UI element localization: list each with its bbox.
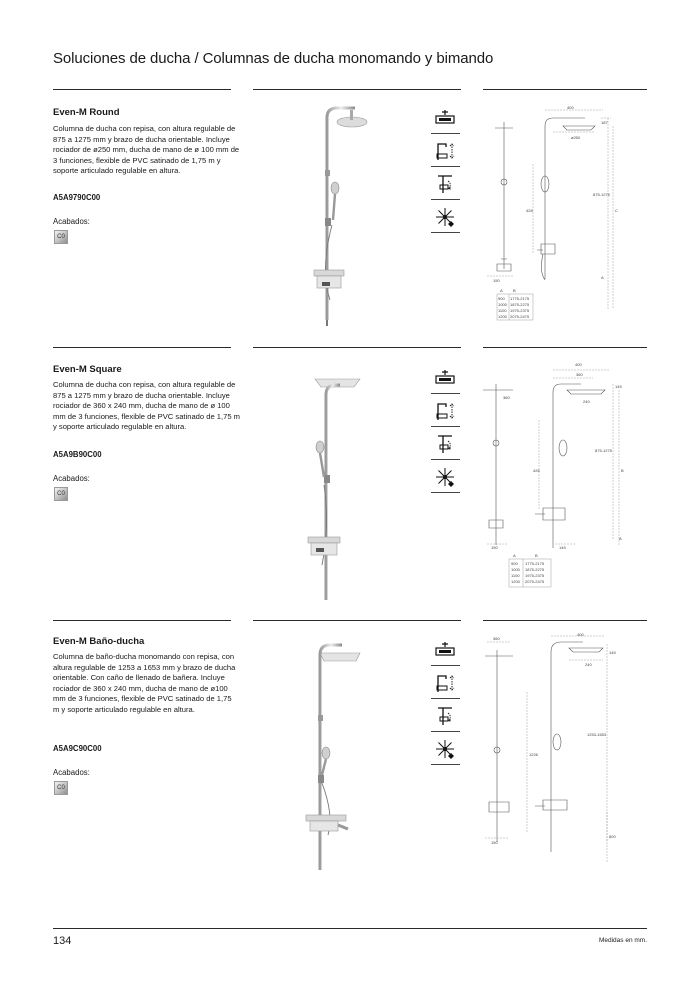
svg-text:400: 400 xyxy=(567,105,574,110)
product-photo xyxy=(300,635,380,875)
svg-text:426: 426 xyxy=(526,208,533,213)
svg-text:150: 150 xyxy=(491,840,498,845)
shelf-thermostat-icon xyxy=(431,104,460,134)
svg-text:A: A xyxy=(619,536,622,541)
section-rule xyxy=(253,89,461,90)
svg-text:B: B xyxy=(513,288,516,293)
svg-text:875-1275: 875-1275 xyxy=(593,192,610,197)
svg-text:400: 400 xyxy=(577,632,584,637)
section-rule xyxy=(253,347,461,348)
section-rule xyxy=(53,347,231,348)
svg-text:240: 240 xyxy=(585,662,592,667)
svg-text:1775-2175: 1775-2175 xyxy=(525,561,545,566)
svg-text:1975-2375: 1975-2375 xyxy=(510,308,530,313)
section-rule xyxy=(483,347,647,348)
product-description: Columna de ducha con repisa, con altura regulable de 875 a 1275 mm y brazo de ducha orientable. Incluye rociador de ø250 mm, ducha de mano de ø 100 mm de 3 funciones, flexible de PVC satinado de 1,75 m y soporte articulado regulable en altura. xyxy=(53,124,240,176)
svg-text:360: 360 xyxy=(493,636,500,641)
svg-text:875-1275: 875-1275 xyxy=(595,448,612,453)
svg-text:145: 145 xyxy=(559,545,566,550)
svg-text:900: 900 xyxy=(498,296,505,301)
swivel-arm-icon xyxy=(431,170,460,200)
svg-text:400: 400 xyxy=(575,362,582,367)
measure-note: Medidas en mm. xyxy=(598,937,647,944)
svg-text:145: 145 xyxy=(615,384,622,389)
svg-text:B: B xyxy=(535,553,538,558)
adjustable-height-icon xyxy=(431,137,460,167)
svg-text:1000: 1000 xyxy=(511,567,520,572)
svg-text:A: A xyxy=(500,288,503,293)
product-name: Even-M Square xyxy=(53,364,122,375)
adjustable-height-icon xyxy=(431,397,460,427)
svg-text:1775-2175: 1775-2175 xyxy=(510,296,530,301)
svg-text:1100: 1100 xyxy=(498,308,507,313)
anti-limescale-icon xyxy=(431,203,460,233)
svg-text:2075-2475: 2075-2475 xyxy=(510,314,530,319)
svg-text:900: 900 xyxy=(511,561,518,566)
svg-text:A: A xyxy=(513,553,516,558)
svg-text:1875-2275: 1875-2275 xyxy=(510,302,530,307)
svg-text:1200: 1200 xyxy=(498,314,507,319)
svg-text:A: A xyxy=(601,275,604,280)
svg-text:2075-2475: 2075-2475 xyxy=(525,579,545,584)
svg-text:1253-1653: 1253-1653 xyxy=(587,732,607,737)
product-code: A5A9B90C00 xyxy=(53,450,102,459)
svg-text:1000: 1000 xyxy=(498,302,507,307)
swivel-arm-icon xyxy=(431,430,460,460)
anti-limescale-icon xyxy=(431,463,460,493)
section-rule xyxy=(253,620,461,621)
finish-swatch-chrome[interactable]: C0 xyxy=(54,781,68,795)
svg-text:1975-2375: 1975-2375 xyxy=(525,573,545,578)
section-rule xyxy=(53,89,231,90)
svg-text:145: 145 xyxy=(609,650,616,655)
svg-text:B: B xyxy=(621,468,624,473)
finishes-label: Acabados: xyxy=(53,217,90,226)
product-photo xyxy=(300,100,380,330)
product-code: A5A9790C00 xyxy=(53,193,101,202)
section-rule xyxy=(53,620,231,621)
svg-text:C: C xyxy=(615,208,618,213)
svg-text:ø250: ø250 xyxy=(571,135,581,140)
svg-text:150: 150 xyxy=(491,545,498,550)
anti-limescale-icon xyxy=(431,735,460,765)
svg-text:360: 360 xyxy=(576,372,583,377)
svg-text:187: 187 xyxy=(601,120,608,125)
product-photo xyxy=(300,365,380,605)
shelf-thermostat-icon xyxy=(431,636,460,666)
product-description: Columna de ducha con repisa, con altura regulable de 875 a 1275 mm y brazo de ducha orientable. Incluye rociador de 360 x 240 mm, ducha de mano de ø 100 mm de 3 funciones, flexible de PVC satinado de 1,75 m y soporte articulado regulable en altura. xyxy=(53,380,240,432)
page-title: Soluciones de ducha / Columnas de ducha monomando y bimando xyxy=(53,50,494,67)
technical-drawing xyxy=(483,632,647,872)
svg-text:1100: 1100 xyxy=(511,573,520,578)
shelf-thermostat-icon xyxy=(431,364,460,394)
swivel-arm-icon xyxy=(431,702,460,732)
finish-swatch-chrome[interactable]: C0 xyxy=(54,487,68,501)
adjustable-height-icon xyxy=(431,669,460,699)
product-code: A5A9C90C00 xyxy=(53,744,102,753)
product-name: Even-M Round xyxy=(53,107,120,118)
page-number: 134 xyxy=(53,935,72,947)
finishes-label: Acabados: xyxy=(53,474,90,483)
technical-drawing xyxy=(483,104,647,324)
product-description: Columna de baño-ducha monomando con repisa, con altura regulable de 1253 a 1653 mm y brazo de ducha orientable. Con caño de llenado de bañera. Incluye rociador de 360 x 240 mm, ducha de mano de ø100 mm de 3 funciones, flexible de PVC satinado de 1,75 m y soporte articulado regulable en altura. xyxy=(53,652,236,714)
svg-text:1226: 1226 xyxy=(529,752,538,757)
finish-swatch-chrome[interactable]: C0 xyxy=(54,230,68,244)
svg-text:426: 426 xyxy=(533,468,540,473)
svg-text:360: 360 xyxy=(503,395,510,400)
finishes-label: Acabados: xyxy=(53,768,90,777)
technical-drawing xyxy=(483,360,647,605)
svg-text:800: 800 xyxy=(609,834,616,839)
section-rule xyxy=(483,620,647,621)
svg-text:240: 240 xyxy=(583,399,590,404)
svg-text:150: 150 xyxy=(493,278,500,283)
product-name: Even-M Baño-ducha xyxy=(53,636,145,647)
svg-text:1200: 1200 xyxy=(511,579,520,584)
footer-rule xyxy=(53,928,647,929)
section-rule xyxy=(483,89,647,90)
svg-text:1875-2275: 1875-2275 xyxy=(525,567,545,572)
